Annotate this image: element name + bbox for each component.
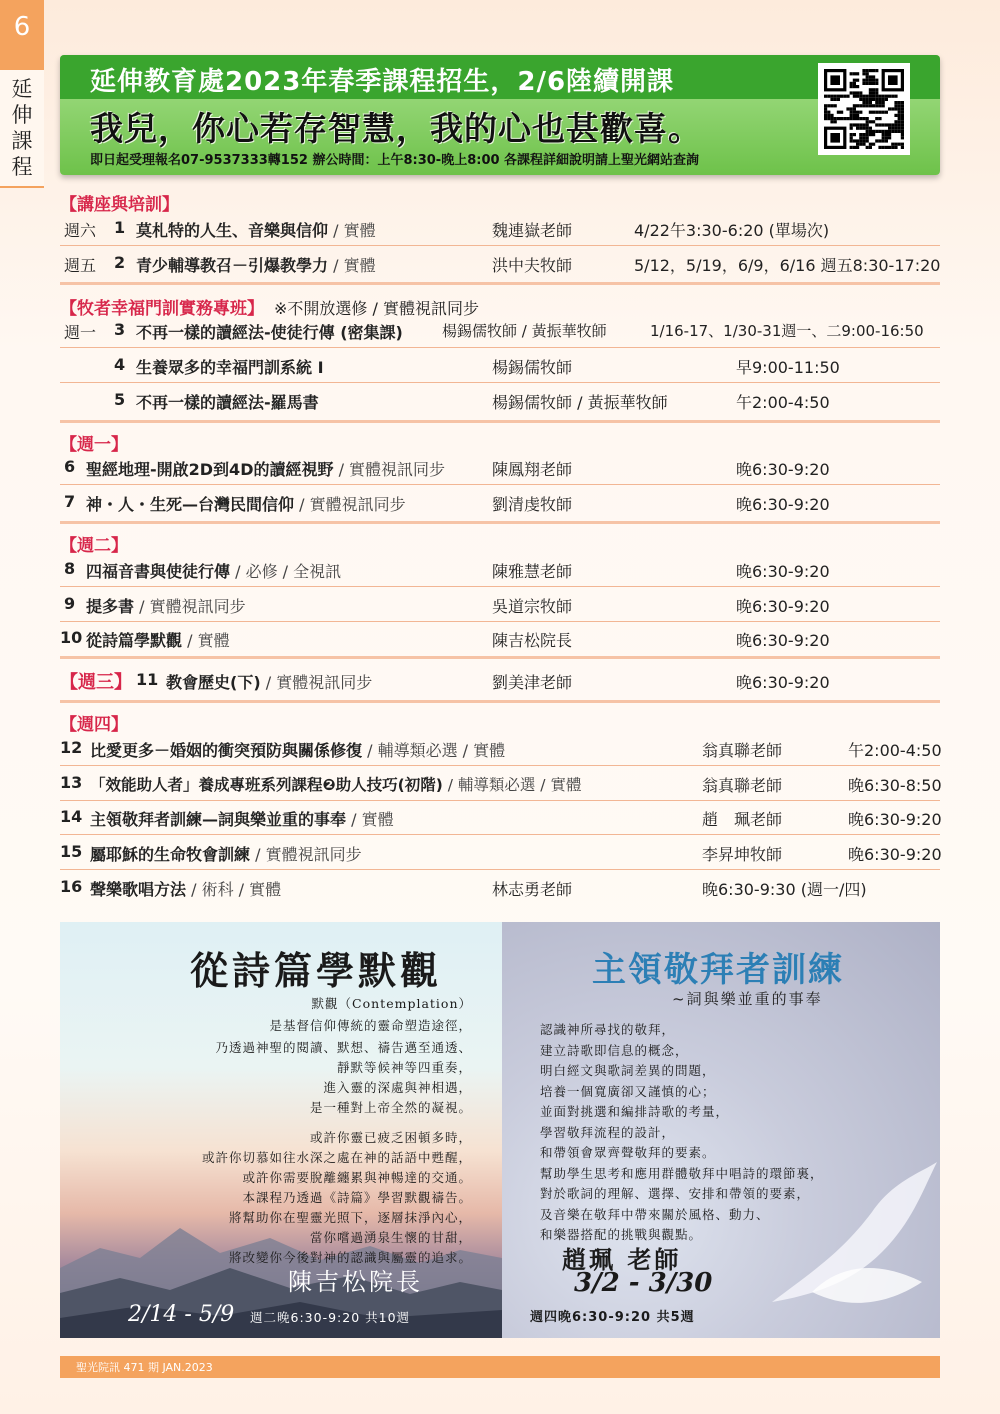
table-row[interactable]: [60, 451, 940, 485]
poster-left-line: 或許你切慕如往水深之處在神的話語中甦醒，: [201, 1150, 472, 1165]
poster-left-line: 將幫助你在聖靈光照下，逐層抹淨內心，: [228, 1210, 472, 1225]
course-no: 6: [64, 457, 76, 476]
course-no: 1: [114, 218, 126, 237]
poster-right-line: 認識神所尋找的敬拜，: [540, 1022, 676, 1037]
poster-left-line: 靜默等候神等四重奏，: [336, 1060, 472, 1075]
poster-left-line: 將改變你今後對神的認識與屬靈的追求。: [228, 1250, 472, 1265]
table-row[interactable]: [60, 767, 940, 801]
poster-right-line: 和樂器搭配的挑戰與觀點。: [540, 1227, 703, 1242]
banner-slogan: 我兒，你心若存智慧，我的心也甚歡喜。: [90, 109, 702, 148]
poster-left-line: 是一種對上帝全然的凝視。: [309, 1100, 472, 1115]
page-number: 6: [13, 12, 31, 42]
course-mode: / 輔導類必選 / 實體: [442, 776, 582, 794]
course-no: 7: [64, 492, 76, 511]
poster-right-line: 培養一個寬廣卻又謹慎的心；: [540, 1083, 716, 1099]
qr-code-graphic: [824, 69, 904, 149]
course-no: 5: [114, 390, 126, 409]
table-row[interactable]: [60, 622, 940, 656]
course-title: 聲樂歌唱方法: [90, 880, 187, 899]
section-shepherd-label: 【牧者幸福門訓實務專班】: [60, 299, 264, 319]
table-row[interactable]: [60, 664, 940, 698]
course-time: 早9:00-11:50: [736, 358, 840, 377]
table-row[interactable]: [60, 871, 940, 905]
side-label-char: 伸: [11, 103, 33, 127]
course-teacher: 吳道宗牧師: [492, 597, 573, 616]
course-mode: / 實體視訊同步: [333, 460, 446, 479]
course-no: 14: [60, 807, 83, 826]
poster-right-subtitle: ~詞與樂並重的事奉: [672, 990, 823, 1008]
course-teacher: 翁真聯老師: [702, 776, 783, 795]
course-no: 12: [60, 738, 83, 757]
course-mode: / 輔導類必選 / 實體: [362, 741, 506, 760]
table-row[interactable]: [60, 314, 940, 348]
poster-left-line: 本課程乃透過《詩篇》學習默觀禱告。: [242, 1190, 472, 1205]
course-day: 週一: [64, 323, 97, 342]
poster-left-title: 從詩篇學默觀: [190, 948, 443, 993]
course-time: 晚6:30-9:20: [736, 631, 830, 650]
course-time: 午2:00-4:50: [848, 741, 942, 760]
poster-right-line: 明白經文與歌詞差異的問題，: [540, 1063, 716, 1078]
course-teacher: 陳鳳翔老師: [492, 460, 573, 479]
table-row[interactable]: [60, 349, 940, 383]
table-row[interactable]: [60, 588, 940, 622]
course-time: 晚6:30-9:20: [848, 810, 942, 829]
course-teacher: 林志勇老師: [492, 880, 573, 899]
poster-right-line: 並面對挑選和編排詩歌的考量，: [540, 1104, 730, 1119]
poster-right-line: 和帶領會眾齊聲敬拜的要素。: [540, 1145, 716, 1160]
section-divider: [60, 656, 940, 659]
side-tab: [0, 0, 44, 188]
course-mode: / 實體視訊同步: [294, 495, 406, 514]
course-title: 提多書: [86, 597, 135, 616]
course-teacher: 趙 珮老師: [702, 810, 783, 829]
poster-left-line: 或許你靈已疲乏困頓多時，: [309, 1130, 472, 1145]
poster-left-line: 默觀（Contemplation）: [311, 996, 472, 1011]
poster-left-time: 週二晚6:30-9:20 共10週: [250, 1310, 411, 1325]
course-time: 午2:00-4:50: [736, 393, 830, 412]
course-title: 教會歷史(下): [166, 673, 261, 692]
poster-psalms-contemplation: [60, 922, 502, 1338]
poster-worship-leader: [502, 922, 940, 1338]
side-label: [0, 70, 44, 186]
poster-left-line: 進入靈的深處與神相遇，: [323, 1080, 472, 1095]
poster-right-time: 週四晚6:30-9:20 共5週: [530, 1310, 695, 1325]
course-no: 8: [64, 559, 76, 578]
course-teacher: 劉清虔牧師: [492, 495, 573, 514]
section-tuesday: 【週二】: [60, 536, 128, 556]
side-label-char: 延: [11, 77, 33, 101]
course-time: 晚6:30-9:30 (週一/四): [702, 880, 867, 899]
course-no: 2: [114, 253, 126, 272]
course-time: 晚6:30-9:20: [848, 845, 942, 864]
course-no: 11: [136, 670, 159, 689]
section-divider: [60, 420, 940, 423]
course-title: 主領敬拜者訓練—詞與樂並重的事奉: [90, 810, 347, 829]
course-teacher: 洪中夫牧師: [492, 256, 573, 275]
course-teacher: 陳雅慧老師: [492, 562, 573, 581]
enrollment-banner: [60, 55, 940, 175]
course-time: 晚6:30-8:50: [848, 776, 942, 795]
course-title: 聖經地理-開啟2D到4D的讀經視野: [86, 460, 334, 479]
course-no: 4: [114, 355, 126, 374]
poster-right-line: 對於歌詞的理解、選擇、安排和帶領的要素，: [540, 1186, 811, 1201]
section-divider: [60, 521, 940, 524]
course-teacher: 楊錫儒牧師 / 黃振華牧師: [442, 322, 607, 340]
course-day: 週五: [64, 256, 97, 275]
course-title: 不再一樣的讀經法-羅馬書: [136, 393, 319, 412]
table-row[interactable]: [60, 486, 940, 520]
course-mode: / 實體視訊同步: [260, 673, 373, 692]
section-divider: [60, 700, 940, 703]
poster-left-date: 2/14 - 5/9: [128, 1302, 235, 1327]
course-title: 生養眾多的幸福門訓系統 I: [136, 358, 324, 377]
table-row[interactable]: [60, 247, 940, 281]
table-row[interactable]: [60, 801, 940, 835]
course-title: 從詩篇學默觀: [86, 631, 183, 650]
course-time: 5/12，5/19，6/9，6/16 週五8:30-17:20: [634, 256, 941, 275]
side-label-char: 程: [11, 155, 33, 179]
course-title: 四福音書與使徒行傳: [86, 562, 231, 581]
poster-left-line: 是基督信仰傳統的靈命塑造途徑，: [269, 1018, 472, 1033]
side-label-char: 課: [11, 129, 33, 153]
course-time: 晚6:30-9:20: [736, 460, 830, 479]
section-thursday: 【週四】: [60, 715, 128, 735]
course-time: 晚6:30-9:20: [736, 673, 830, 692]
course-mode: / 實體視訊同步: [250, 845, 362, 864]
poster-left-line: 或許你需要脫離纏累與神暢達的交通。: [242, 1170, 472, 1185]
page-footer: [60, 1356, 940, 1378]
course-time: 1/16-17、1/30-31週一、二9:00-16:50: [650, 322, 924, 340]
course-no: 16: [60, 877, 83, 896]
course-no: 9: [64, 594, 76, 613]
poster-right-line: 幫助學生思考和應用群體敬拜中唱詩的環節裏，: [540, 1165, 824, 1181]
banner-info: 即日起受理報名07-9537333轉152 辦公時間：上午8:30-晚上8:00 各課程詳細說明請上聖光網站查詢: [90, 153, 700, 168]
course-teacher: 陳吉松院長: [492, 631, 573, 650]
table-row[interactable]: [60, 384, 940, 418]
course-teacher: 翁真聯老師: [702, 741, 783, 760]
course-teacher: 楊錫儒牧師: [492, 358, 573, 377]
poster-right-title: 主領敬拜者訓練: [592, 950, 844, 990]
footer-text: 聖光院訊 471 期 JAN.2023: [76, 1361, 213, 1374]
course-no: 13: [60, 773, 83, 792]
section-lecture: 【講座與培訓】: [60, 195, 179, 215]
course-teacher: 李昇坤牧師: [702, 845, 783, 864]
course-day: 週六: [64, 221, 97, 240]
course-teacher: 楊錫儒牧師 / 黃振華牧師: [492, 393, 668, 412]
table-row[interactable]: [60, 836, 940, 870]
table-row[interactable]: [60, 732, 940, 766]
course-title: 比愛更多－婚姻的衝突預防與關係修復: [90, 741, 363, 760]
banner-title: 延伸教育處2023年春季課程招生，2/6陸續開課: [90, 67, 675, 97]
course-teacher: 劉美津老師: [492, 673, 573, 692]
course-mode: / 實體: [346, 810, 394, 829]
course-time: 4/22午3:30-6:20 (單場次): [634, 221, 830, 240]
course-teacher: 魏連嶽老師: [492, 221, 573, 240]
course-title: 神・人・生死—台灣民間信仰: [86, 495, 295, 514]
course-mode: / 必修 / 全視訊: [230, 562, 342, 581]
poster-right-line: 及音樂在敬拜中帶來關於風格、動力、: [540, 1206, 770, 1222]
poster-right-line: 學習敬拜流程的設計，: [540, 1124, 676, 1140]
course-title: 「效能助人者」養成專班系列課程❷助人技巧(初階): [90, 776, 443, 794]
course-title: 莫札特的人生、音樂與信仰: [136, 221, 329, 240]
course-time: 晚6:30-9:20: [736, 597, 830, 616]
course-title: 屬耶穌的生命牧會訓練: [90, 845, 251, 864]
course-mode: / 實體視訊同步: [134, 597, 246, 616]
poster-right-date: 3/2 - 3/30: [574, 1268, 713, 1298]
section-shepherd-note: ※不開放選修 / 實體視訊同步: [274, 299, 479, 318]
course-no: 10: [60, 628, 83, 647]
poster-right-line: 建立詩歌即信息的概念，: [540, 1042, 689, 1058]
course-title: 不再一樣的讀經法-使徒行傳 (密集課): [136, 323, 403, 342]
course-mode: / 實體: [328, 221, 376, 240]
course-title: 青少輔導教召－引爆教學力: [136, 256, 329, 275]
course-mode: / 術科 / 實體: [186, 880, 282, 899]
poster-left-line: 當你嚐過湧泉生懷的甘甜，: [309, 1230, 472, 1245]
section-wednesday: 【週三】: [60, 672, 132, 693]
table-row[interactable]: [60, 553, 940, 587]
poster-left-line: 乃透過神聖的閱讀、默想、禱告邁至通透、: [215, 1040, 472, 1055]
course-time: 晚6:30-9:20: [736, 495, 830, 514]
section-divider: [60, 282, 940, 285]
qr-code-icon[interactable]: [818, 63, 910, 155]
side-label-text: [0, 76, 44, 180]
course-mode: / 實體: [182, 631, 230, 650]
course-mode: / 實體: [328, 256, 376, 275]
course-no: 3: [114, 320, 126, 339]
course-time: 晚6:30-9:20: [736, 562, 830, 581]
poster-left-teacher: 陳吉松院長: [288, 1268, 423, 1296]
table-row[interactable]: [60, 212, 940, 246]
poster-right-teacher: 趙珮 老師: [562, 1245, 682, 1274]
course-no: 15: [60, 842, 83, 861]
section-monday: 【週一】: [60, 435, 128, 455]
